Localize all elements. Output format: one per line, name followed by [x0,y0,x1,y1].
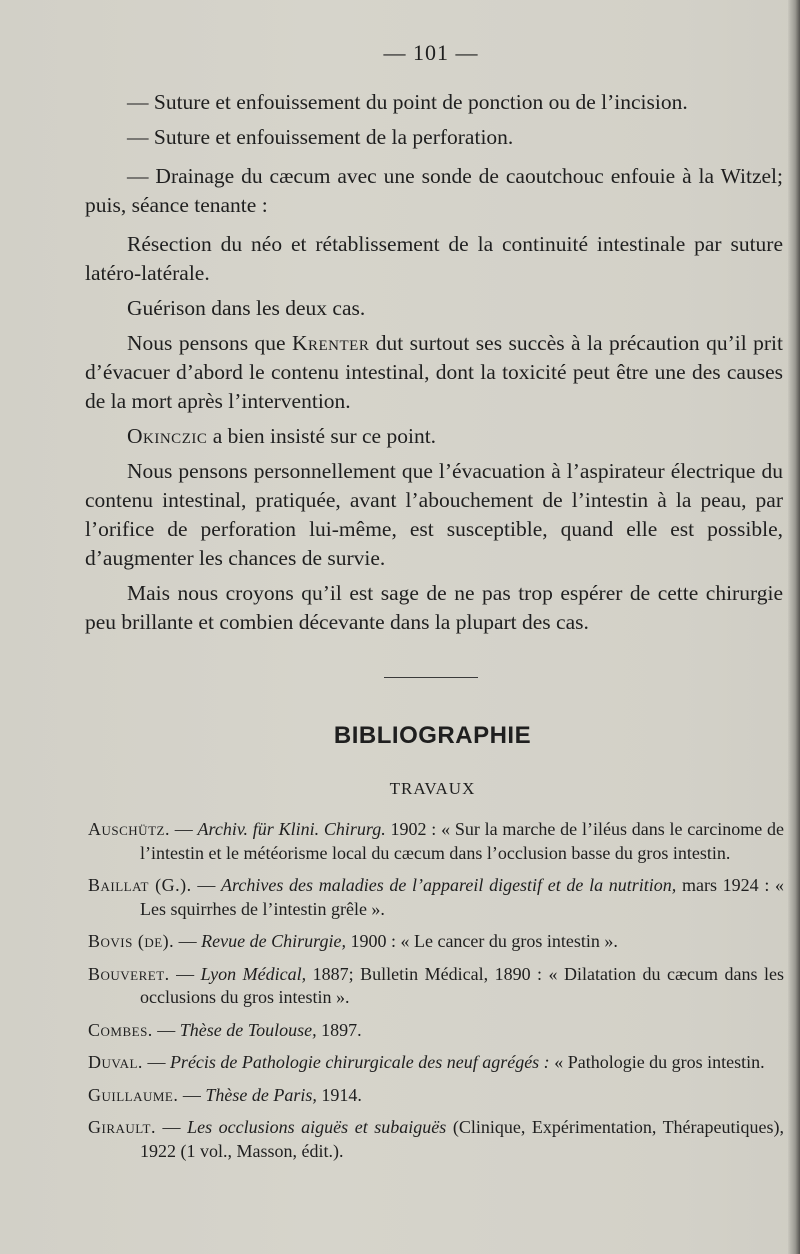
entry-author: Auschütz. [88,819,170,839]
bibliography-entry [88,874,784,921]
entry-details: mars 1924 : « Les squirrhes de l’intestin grêle ». [140,875,784,919]
krenter-after: dut surtout ses succès à la précaution qu’il prit d’évacuer d’abord le contenu intestinal, dont la toxicité peut être une des causes de la mort après l’intervention. [85,331,783,413]
bibliography-list [88,818,784,1172]
entry-separator: — [142,1052,170,1072]
entry-separator: — [178,1084,206,1105]
paragraph-krenter [85,329,783,416]
paragraph-drainage: — Drainage du cæcum avec une sonde de caoutchouc enfouie à la Witzel; puis, séance tenante : [85,164,783,217]
entry-work: Lyon Médical, [200,963,307,984]
entry-details: 1902 : « Sur la marche de l’iléus dans le carcinome de l’intestin et le météorisme local du cæcum dans l’occlusion basse du gros intestin. [140,819,785,863]
entry-separator: — [191,875,222,895]
page-edge-shadow [788,0,800,1254]
entry-author: Bovis (de). [88,931,175,951]
entry-author: Guillaume. [88,1084,179,1105]
entry-details: 1914. [316,1084,362,1105]
bibliography-entry [88,818,784,865]
entry-work: Précis de Pathologie chirurgicale des neuf agrégés : [169,1052,550,1072]
entry-work: Revue de Chirurgie, [201,931,346,951]
entry-details: 1897. [316,1019,362,1040]
paragraph-guerison: Guérison dans les deux cas. [127,296,366,320]
body-text [85,88,783,637]
paragraph-okinczic [85,422,783,451]
entry-author: Duval. [88,1052,143,1072]
paragraph-conclusion: Mais nous croyons qu’il est sage de ne pas trop espérer de cette chirurgie peu brillante et combien décevante dans la plupart des cas. [85,581,783,634]
paragraph-suture-ponction: — Suture et enfouissement du point de ponction ou de l’incision. [127,90,688,114]
author-name-krenter: Krenter [291,331,370,355]
krenter-before: Nous pensons que [127,331,292,355]
entry-author: Combes. [88,1019,153,1040]
paragraph-resection: Résection du néo et rétablissement de la continuité intestinale par suture latéro-latérale. [85,232,783,285]
entry-author: Baillat (G.). [88,875,192,895]
paragraph-suture-perforation: — Suture et enfouissement de la perforation. [127,125,514,149]
entry-work: Thèse de Toulouse, [179,1019,317,1040]
bibliography-entry [88,1019,784,1043]
entry-author: Girault. [88,1117,156,1137]
bibliography-entry [88,1116,784,1163]
entry-work: Archives des maladies de l’appareil digestif et de la nutrition, [221,875,677,895]
entry-separator: — [169,963,201,984]
entry-details: (Clinique, Expérimentation, Thérapeutiques), 1922 (1 vol., Masson, édit.). [140,1117,785,1161]
author-name-okinczic: Okinczic [127,424,208,448]
entry-author: Bouveret. [88,963,170,984]
bibliography-title: BIBLIOGRAPHIE [333,722,532,749]
entry-details: 1900 : « Le cancer du gros intestin ». [345,931,618,951]
bibliography-subtitle: TRAVAUX [389,779,476,798]
entry-work: Archiv. für Klini. Chirurg. [197,819,386,839]
entry-separator: — [152,1019,180,1040]
entry-details: « Pathologie du gros intestin. [549,1052,765,1072]
page-number: — 101 — [383,40,479,65]
bibliography-entry [88,930,784,954]
entry-separator: — [174,931,202,951]
bibliography-entry [88,1051,784,1075]
entry-work: Thèse de Paris, [205,1084,317,1105]
bibliography-entry [88,963,784,1010]
entry-separator: — [169,819,198,839]
entry-details: 1887; Bulletin Médical, 1890 : « Dilatation du cæcum dans les occlusions du gros intestin ». [140,963,784,1007]
entry-work: Les occlusions aiguës et subaiguës [187,1117,447,1137]
okinczic-after: a bien insisté sur ce point. [207,424,437,448]
section-divider [384,677,478,678]
bibliography-entry [88,1084,784,1108]
entry-separator: — [155,1117,188,1137]
paragraph-evacuation: Nous pensons personnellement que l’évacuation à l’aspirateur électrique du contenu intestinal, pratiquée, avant l’abouchement de l’intestin à la peau, par l’orifice de perforation lui-même, est susceptible, quand elle est possible, d’augmenter les chances de survie. [85,459,783,570]
